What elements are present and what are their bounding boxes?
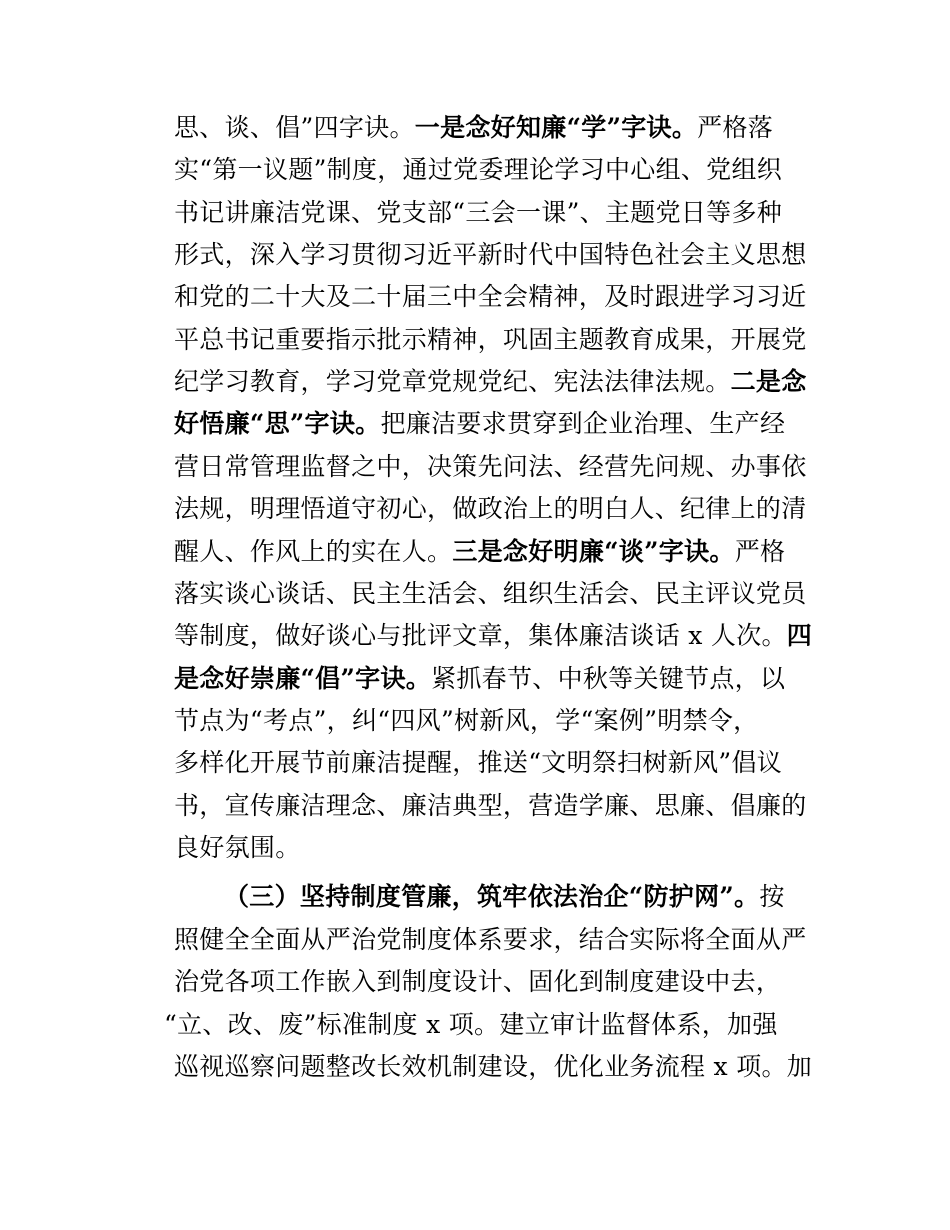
- text-line: [174, 1045, 814, 1089]
- text-run: 营日常管理监督之中，决策先问法、经营先问规、办事依: [174, 451, 807, 481]
- text-run: 和党的二十大及二十届三中全会精神，及时跟进学习习近: [174, 282, 807, 312]
- bold-text: （三）坚持制度管廉，筑牢依法治企“防护网”。: [224, 882, 760, 911]
- text-line: [174, 572, 814, 616]
- text-run: 书，宣传廉洁理念、廉洁典型，营造学廉、思廉、倡廉的: [174, 790, 807, 820]
- text-line: [224, 875, 864, 919]
- text-run: 照健全全面从严治党制度体系要求，结合实际将全面从严: [174, 924, 807, 954]
- text-run: 平总书记重要指示批示精神，巩固主题教育成果，开展党: [174, 324, 807, 354]
- text-run: “立、改、废”标准制度 x 项。建立审计监督体系，加强: [164, 1009, 778, 1039]
- text-line: [174, 402, 814, 446]
- text-line: [174, 784, 814, 828]
- text-run: 巡视巡察问题整改长效机制建设，优化业务流程 x 项。加: [174, 1052, 813, 1081]
- text-run: 严格: [734, 536, 786, 566]
- bold-text: 二是念: [730, 367, 807, 397]
- text-run: 纪学习教育，学习党章党规党纪、宪法法律法规。: [174, 367, 731, 397]
- bold-text: 三是念好明廉“谈”字诀。: [452, 536, 735, 566]
- text-run: 书记讲廉洁党课、党支部“三会一课”、主题党日等多种: [174, 197, 783, 227]
- text-line: [174, 360, 814, 404]
- text-line: [174, 318, 814, 362]
- text-run: 多样化开展节前廉洁提醒，推送“文明祭扫树新风”倡议: [174, 748, 783, 778]
- text-line: [174, 487, 814, 531]
- text-line: [174, 530, 814, 574]
- bold-text: 是念好崇廉“倡”字诀。: [174, 663, 432, 693]
- text-run: 良好氛围。: [174, 832, 301, 862]
- text-line: [174, 148, 814, 192]
- text-line: [174, 699, 814, 743]
- text-run: 思、谈、倡”四字诀。: [174, 113, 415, 142]
- text-run: 严格落: [697, 113, 774, 142]
- text-line: [164, 1003, 804, 1047]
- text-run: 醒人、作风上的实在人。: [174, 536, 453, 566]
- text-run: 治党各项工作嵌入到制度设计、固化到制度建设中去，: [174, 967, 782, 996]
- text-line: [174, 233, 814, 277]
- text-run: 等制度，做好谈心与批评文章，集体廉洁谈话 x 人次。: [174, 621, 787, 651]
- text-run: 法规，明理悟道守初心，做政治上的明白人、纪律上的清: [174, 494, 807, 524]
- text-line: [174, 106, 814, 150]
- text-line: [174, 741, 814, 785]
- text-run: 实“第一议题”制度，通过党委理论学习中心组、党组织: [174, 155, 783, 185]
- text-line: [174, 918, 814, 962]
- bold-text: 一是念好知廉“学”字诀。: [414, 113, 698, 142]
- text-run: 形式，深入学习贯彻习近平新时代中国特色社会主义思想: [174, 240, 807, 270]
- text-run: 落实谈心谈话、民主生活会、组织生活会、民主评议党员: [174, 578, 807, 608]
- text-run: 紧抓春节、中秋等关键节点，以: [431, 663, 786, 693]
- text-line: [174, 960, 814, 1004]
- bold-text: 四: [786, 621, 813, 651]
- text-line: [174, 657, 814, 701]
- text-line: [174, 275, 814, 319]
- text-line: [174, 445, 814, 489]
- text-run: 把廉洁要求贯穿到企业治理、生产经: [380, 409, 786, 439]
- bold-text: 好悟廉“思”字诀。: [174, 409, 381, 439]
- text-line: [174, 826, 814, 870]
- text-line: [174, 614, 814, 658]
- text-run: 按: [759, 882, 785, 911]
- text-run: 节点为“考点”，纠“四风”树新风，学“案例”明禁令，: [174, 705, 759, 735]
- text-line: [174, 191, 814, 235]
